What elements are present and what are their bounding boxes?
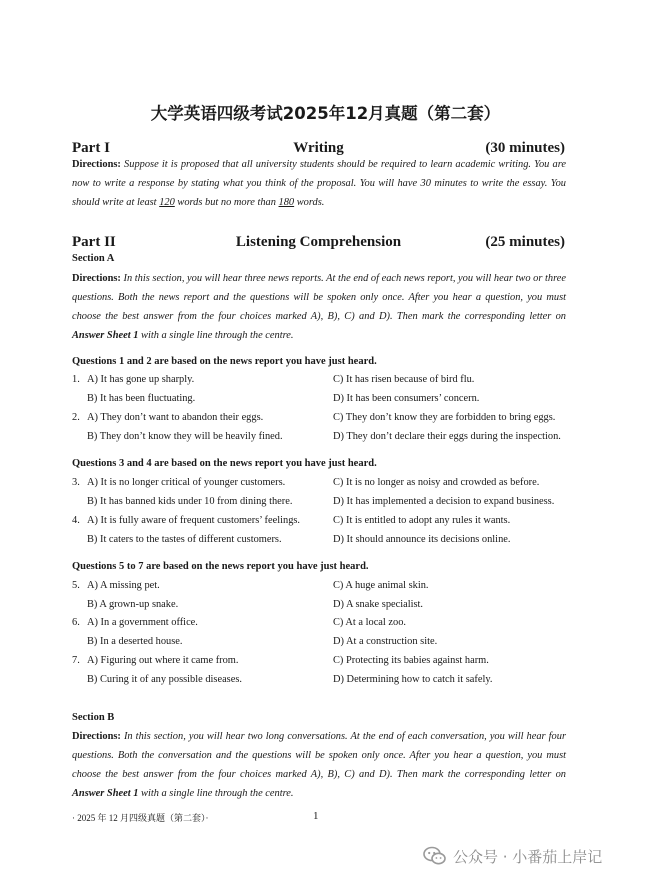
question-number: 3. bbox=[72, 477, 80, 488]
option-c: C) They don’t know they are forbidden to bring eggs. bbox=[333, 412, 556, 423]
footer-caption: · 2025 年 12 月四级真题（第二套）· bbox=[72, 813, 209, 823]
option-d: D) It has been consumers’ concern. bbox=[333, 393, 480, 404]
question-row bbox=[72, 599, 572, 618]
question-number: 7. bbox=[72, 655, 80, 666]
answer-sheet-ref: Answer Sheet 1 bbox=[72, 788, 139, 799]
option-d: D) They don’t declare their eggs during the inspection. bbox=[333, 431, 561, 442]
directions-label: Directions: bbox=[72, 159, 121, 170]
option-b: B) It has been fluctuating. bbox=[87, 393, 196, 404]
wechat-logo-icon bbox=[423, 846, 447, 866]
section-a-directions bbox=[72, 269, 566, 345]
part1-directions bbox=[72, 155, 566, 212]
question-number: 1. bbox=[72, 374, 80, 385]
option-c: C) It has risen because of bird flu. bbox=[333, 374, 475, 385]
question-group-heading: Questions 1 and 2 are based on the news report you have just heard. bbox=[72, 356, 377, 367]
question-row bbox=[72, 374, 572, 393]
option-d: D) Determining how to catch it safely. bbox=[333, 674, 493, 685]
directions-tail: with a single line through the centre. bbox=[141, 788, 294, 799]
directions-label: Directions: bbox=[72, 273, 121, 284]
directions-text: Suppose it is proposed that all university students should be required to learn academic writing. You are now to write a response by stating what you think of the proposal. You will have 30 minutes to write the essay. You should write at least bbox=[72, 159, 567, 208]
question-row bbox=[72, 636, 572, 655]
option-d: D) A snake specialist. bbox=[333, 599, 424, 610]
option-a: A) Figuring out where it came from. bbox=[87, 655, 239, 666]
question-row bbox=[72, 393, 572, 412]
option-c: C) Protecting its babies against harm. bbox=[333, 655, 489, 666]
question-row bbox=[72, 477, 572, 496]
question-row bbox=[72, 617, 572, 636]
watermark bbox=[423, 845, 602, 867]
section-b-directions bbox=[72, 727, 566, 803]
question-row bbox=[72, 496, 572, 515]
question-group-heading: Questions 5 to 7 are based on the news report you have just heard. bbox=[72, 561, 369, 572]
option-b: B) In a deserted house. bbox=[87, 636, 183, 647]
question-row bbox=[72, 580, 572, 599]
directions-text: In this section, you will hear two long conversations. At the end of each conversation, you will hear four questions. Both the conversation and the questions will be spoken only once. After you hear a question, you must choose the best answer from the four choices marked A), B), C) and D). Then mark the corresponding letter on bbox=[72, 731, 566, 780]
directions-text: In this section, you will hear three news reports. At the end of each news report, you will hear two or three questions. Both the news report and the questions will be spoken only once. After you hear a question, you must choose the best answer from the four choices marked A), B), C) and D). Then mark the corresponding letter on bbox=[72, 273, 566, 322]
question-row bbox=[72, 431, 572, 450]
option-c: C) At a local zoo. bbox=[333, 617, 407, 628]
answer-sheet-ref: Answer Sheet 1 bbox=[72, 330, 139, 341]
directions-text-b: words but no more than bbox=[177, 197, 276, 208]
option-c: C) It is no longer as noisy and crowded as before. bbox=[333, 477, 540, 488]
option-b: B) A grown-up snake. bbox=[87, 599, 179, 610]
exam-title: 大学英语四级考试2025年12月真题（第二套） bbox=[150, 104, 501, 123]
option-a: A) It is fully aware of frequent customers’ feelings. bbox=[87, 515, 301, 526]
question-group-heading: Questions 3 and 4 are based on the news report you have just heard. bbox=[72, 458, 377, 469]
part1-time: (30 minutes) bbox=[485, 140, 565, 156]
question-row bbox=[72, 412, 572, 431]
option-a: A) A missing pet. bbox=[87, 580, 160, 591]
option-b: B) Curing it of any possible diseases. bbox=[87, 674, 242, 685]
watermark-text: 公众号 · 小番茄上岸记 bbox=[453, 847, 603, 866]
option-d: D) At a construction site. bbox=[333, 636, 438, 647]
option-a: A) They don’t want to abandon their eggs. bbox=[87, 412, 264, 423]
part2-time: (25 minutes) bbox=[485, 234, 565, 250]
part2-name: Listening Comprehension bbox=[235, 234, 402, 250]
directions-label: Directions: bbox=[72, 731, 121, 742]
option-b: B) It has banned kids under 10 from dining there. bbox=[87, 496, 293, 507]
question-number: 2. bbox=[72, 412, 80, 423]
part1-label: Part I bbox=[72, 140, 110, 156]
option-c: C) It is entitled to adopt any rules it wants. bbox=[333, 515, 511, 526]
question-number: 5. bbox=[72, 580, 80, 591]
question-row bbox=[72, 674, 572, 693]
option-d: D) It has implemented a decision to expand business. bbox=[333, 496, 555, 507]
question-number: 6. bbox=[72, 617, 80, 628]
directions-tail: with a single line through the centre. bbox=[141, 330, 294, 341]
part2-label: Part II bbox=[72, 234, 116, 250]
min-words: 120 bbox=[159, 197, 175, 208]
option-b: B) It caters to the tastes of different customers. bbox=[87, 534, 282, 545]
max-words: 180 bbox=[278, 197, 295, 208]
option-a: A) It is no longer critical of younger customers. bbox=[87, 477, 286, 488]
part1-name: Writing bbox=[293, 140, 344, 156]
option-c: C) A huge animal skin. bbox=[333, 580, 429, 591]
section-b-heading: Section B bbox=[72, 712, 115, 723]
question-row bbox=[72, 515, 572, 534]
option-b: B) They don’t know they will be heavily fined. bbox=[87, 431, 283, 442]
directions-text-c: words. bbox=[296, 197, 325, 208]
section-a-heading: Section A bbox=[72, 253, 115, 264]
question-number: 4. bbox=[72, 515, 80, 526]
question-row bbox=[72, 655, 572, 674]
question-row bbox=[72, 534, 572, 553]
page-number: 1 bbox=[313, 810, 319, 822]
option-a: A) It has gone up sharply. bbox=[87, 374, 195, 385]
option-a: A) In a government office. bbox=[87, 617, 198, 628]
option-d: D) It should announce its decisions online. bbox=[333, 534, 511, 545]
